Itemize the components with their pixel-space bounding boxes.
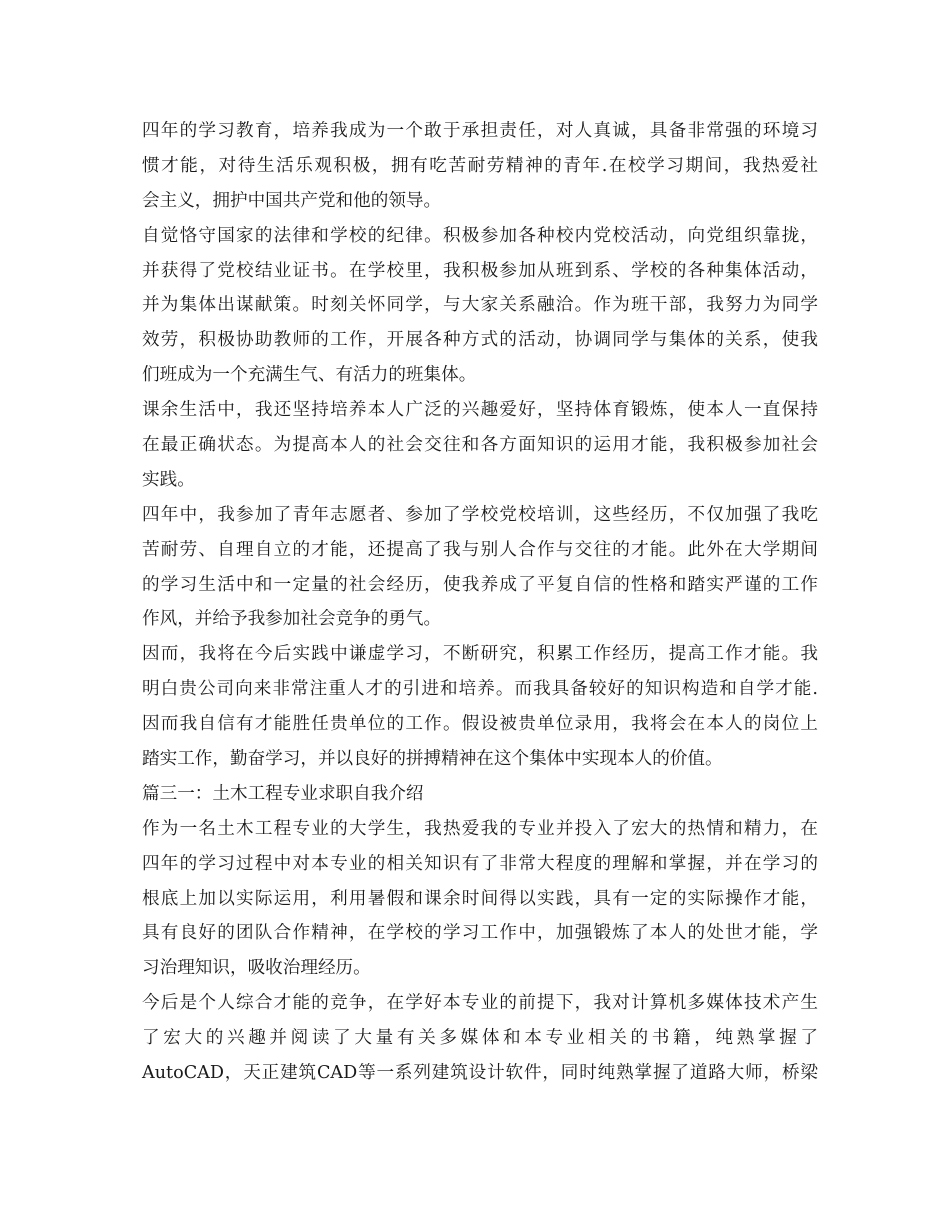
text-line: 作为一名土木工程专业的大学生，我热爱我的专业并投入了宏大的热情和精力，在 bbox=[142, 818, 818, 839]
text-line: 因而，我将在今后实践中谦虚学习，不断研究，积累工作经历，提高工作才能。我 bbox=[142, 644, 818, 665]
paragraph bbox=[142, 637, 818, 777]
text-line: 四年的学习过程中对本专业的相关知识有了非常大程度的理解和掌握，并在学习的 bbox=[142, 853, 818, 874]
text-line: 的学习生活中和一定量的社会经历，使我养成了平复自信的性格和踏实严谨的工作 bbox=[142, 574, 818, 595]
text-line: 苦耐劳、自理自立的才能，还提高了我与别人合作与交往的才能。此外在大学期间 bbox=[142, 539, 818, 560]
text-line: 们班成为一个充满生气、有活力的班集体。 bbox=[142, 365, 477, 386]
text-line: 今后是个人综合才能的竞争，在学好本专业的前提下，我对计算机多媒体技术产生 bbox=[142, 993, 818, 1014]
text-line: 在最正确状态。为提高本人的社会交往和各方面知识的运用才能，我积极参加社会 bbox=[142, 435, 818, 456]
text-line: 因而我自信有才能胜任贵单位的工作。假设被贵单位录用，我将会在本人的岗位上 bbox=[142, 714, 818, 735]
text-line: 四年的学习教育，培养我成为一个敢于承担责任，对人真诚，具备非常强的环境习 bbox=[142, 121, 818, 141]
text-line: 篇三一：土木工程专业求职自我介绍 bbox=[142, 783, 424, 804]
text-line: AutoCAD，天正建筑CAD等一系列建筑设计软件，同时纯熟掌握了道路大师，桥梁 bbox=[142, 1063, 818, 1084]
paragraph bbox=[142, 114, 818, 219]
text-line: 明白贵公司向来非常注重人才的引进和培养。而我具备较好的知识构造和自学才能. bbox=[142, 679, 818, 700]
paragraph bbox=[142, 986, 818, 1091]
text-line: 踏实工作，勤奋学习，并以良好的拼搏精神在这个集体中实现本人的价值。 bbox=[142, 749, 723, 770]
text-line: 四年中，我参加了青年志愿者、参加了学校党校培训，这些经历，不仅加强了我吃 bbox=[142, 504, 818, 525]
text-line: 效劳，积极协助教师的工作，开展各种方式的活动，协调同学与集体的关系，使我 bbox=[142, 330, 818, 351]
text-line: 习治理知识，吸收治理经历。 bbox=[142, 958, 371, 979]
paragraph bbox=[142, 812, 818, 986]
text-line: 会主义，拥护中国共产党和他的领导。 bbox=[142, 190, 442, 211]
text-line: 课余生活中，我还坚持培养本人广泛的兴趣爱好，坚持体育锻炼，使本人一直保持 bbox=[142, 400, 818, 421]
text-line: 并获得了党校结业证书。在学校里，我积极参加从班到系、学校的各种集体活动， bbox=[142, 260, 818, 281]
paragraph bbox=[142, 219, 818, 393]
paragraph bbox=[142, 498, 818, 638]
paragraph bbox=[142, 777, 818, 812]
text-line: 惯才能，对待生活乐观积极，拥有吃苦耐劳精神的青年.在校学习期间，我热爱社 bbox=[142, 155, 818, 176]
text-line: 具有良好的团队合作精神，在学校的学习工作中，加强锻炼了本人的处世才能，学 bbox=[142, 923, 818, 944]
text-line: 根底上加以实际运用，利用暑假和课余时间得以实践，具有一定的实际操作才能， bbox=[142, 888, 818, 909]
text-line: 实践。 bbox=[142, 469, 195, 490]
text-line: 并为集体出谋献策。时刻关怀同学，与大家关系融洽。作为班干部，我努力为同学 bbox=[142, 295, 818, 316]
document-body bbox=[142, 114, 818, 1091]
text-line: 自觉恪守国家的法律和学校的纪律。积极参加各种校内党校活动，向党组织靠拢， bbox=[142, 225, 818, 246]
text-line: 了宏大的兴趣并阅读了大量有关多媒体和本专业相关的书籍，纯熟掌握了 bbox=[142, 1028, 818, 1049]
text-line: 作风，并给予我参加社会竞争的勇气。 bbox=[142, 609, 442, 630]
paragraph bbox=[142, 393, 818, 498]
